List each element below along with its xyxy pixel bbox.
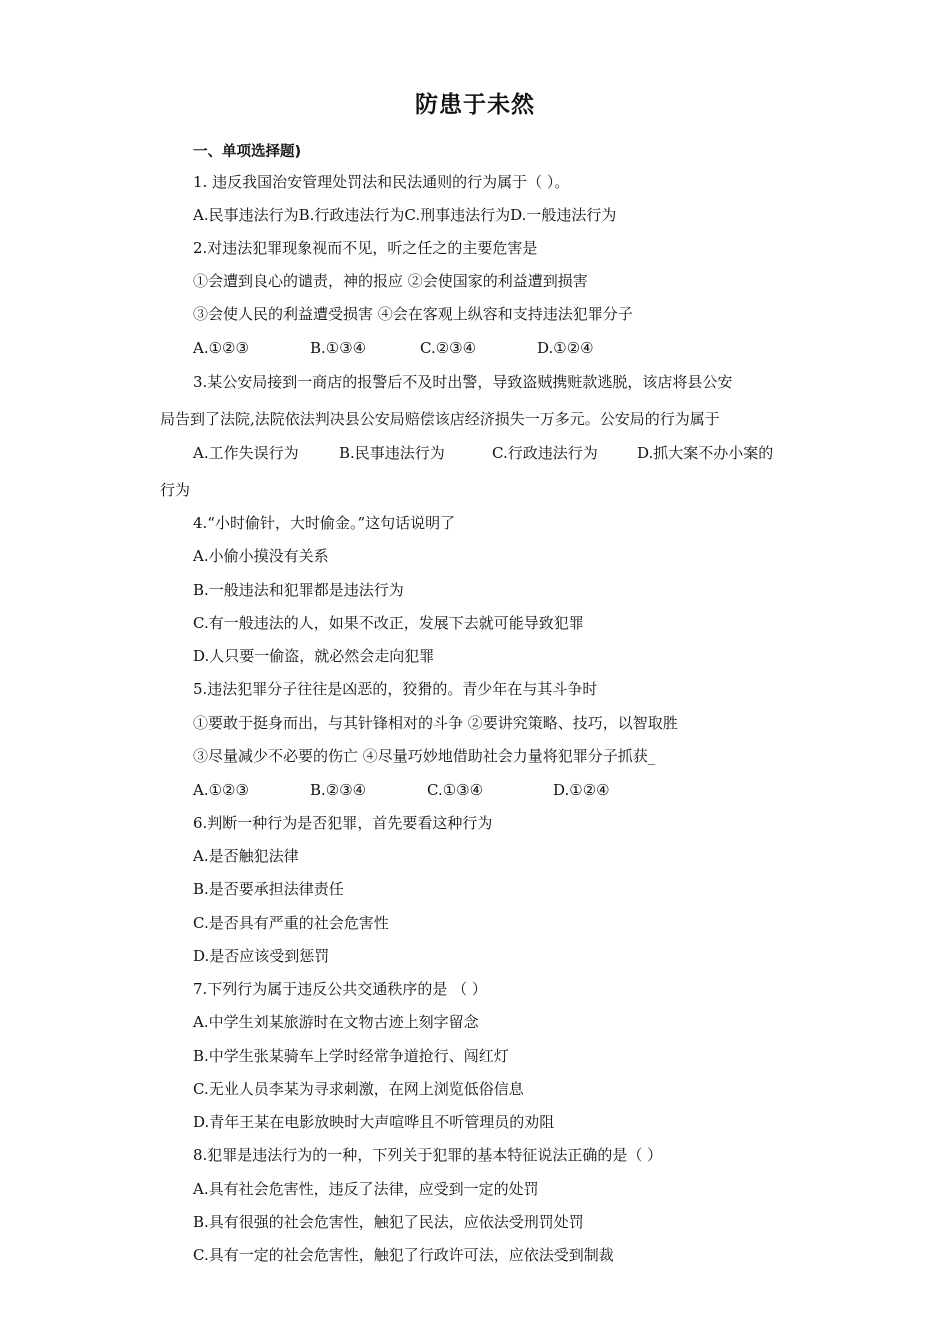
option-b: B.②③④ xyxy=(310,781,367,799)
question-2-statements-1: ①会遭到良心的谴责，神的报应 ②会使国家的利益遭到损害 xyxy=(193,272,588,290)
question-5-statements-2: ③尽量减少不必要的伤亡 ④尽量巧妙地借助社会力量将犯罪分子抓获_ xyxy=(193,747,656,765)
question-3-options-continued: 行为 xyxy=(160,481,191,499)
option-c: C.行政违法行为 xyxy=(492,444,598,462)
page-title: 防患于未然 xyxy=(415,92,535,118)
question-2-statements-2: ③会使人民的利益遭受损害 ④会在客观上纵容和支持违法犯罪分子 xyxy=(193,305,633,323)
question-8-stem: 8.犯罪是违法行为的一种，下列关于犯罪的基本特征说法正确的是（ ） xyxy=(193,1146,663,1164)
question-4-option-a: A.小偷小摸没有关系 xyxy=(193,547,329,565)
option-c: C.②③④ xyxy=(420,339,477,357)
question-2-stem: 2.对违法犯罪现象视而不见，听之任之的主要危害是 xyxy=(193,239,538,257)
option-c: C.①③④ xyxy=(427,781,484,799)
question-7-stem: 7.下列行为属于违反公共交通秩序的是 （ ） xyxy=(193,980,487,998)
section-heading: 一、单项选择题) xyxy=(193,144,302,160)
question-5-stem: 5.违法犯罪分子往往是凶恶的，狡猾的。青少年在与其斗争时 xyxy=(193,680,598,698)
question-4-option-c: C.有一般违法的人，如果不改正，发展下去就可能导致犯罪 xyxy=(193,614,584,632)
question-4-option-b: B.一般违法和犯罪都是违法行为 xyxy=(193,581,404,599)
question-6-option-b: B.是否要承担法律责任 xyxy=(193,880,344,898)
question-6-stem: 6.判断一种行为是否犯罪，首先要看这种行为 xyxy=(193,814,493,832)
question-2-options xyxy=(193,338,594,358)
question-3-stem-line-1: 3.某公安局接到一商店的报警后不及时出警，导致盗贼携赃款逃脱，该店将县公安 xyxy=(193,373,733,391)
question-8-option-c: C.具有一定的社会危害性，触犯了行政许可法，应依法受到制裁 xyxy=(193,1246,614,1264)
option-b: B.①③④ xyxy=(310,339,367,357)
question-4-option-d: D.人只要一偷盗，就必然会走向犯罪 xyxy=(193,647,435,665)
question-7-option-d: D.青年王某在电影放映时大声喧哗且不听管理员的劝阻 xyxy=(193,1113,555,1131)
question-4-stem: 4.“小时偷针，大时偷金。”这句话说明了 xyxy=(193,514,456,532)
question-6-option-a: A.是否触犯法律 xyxy=(193,847,299,865)
question-6-option-d: D.是否应该受到惩罚 xyxy=(193,947,330,965)
question-7-option-b: B.中学生张某骑车上学时经常争道抢行、闯红灯 xyxy=(193,1047,509,1065)
option-b: B.民事违法行为 xyxy=(339,444,445,462)
option-a: A.①②③ xyxy=(193,339,249,357)
question-1-options: A.民事违法行为B.行政违法行为C.刑事违法行为D.一般违法行为 xyxy=(193,206,617,224)
question-8-option-a: A.具有社会危害性，违反了法律，应受到一定的处罚 xyxy=(193,1180,539,1198)
question-5-options xyxy=(193,780,610,800)
option-d: D.①②④ xyxy=(553,781,610,799)
question-1-stem: 1. 违反我国治安管理处罚法和民法通则的行为属于（ ）。 xyxy=(193,173,570,191)
question-7-option-a: A.中学生刘某旅游时在文物古迹上刻字留念 xyxy=(193,1013,479,1031)
question-3-stem-line-2: 局告到了法院,法院依法判决县公安局赔偿该店经济损失一万多元。公安局的行为属于 xyxy=(160,410,720,428)
option-d: D.抓大案不办小案的 xyxy=(637,444,774,462)
question-6-option-c: C.是否具有严重的社会危害性 xyxy=(193,914,389,932)
option-d: D.①②④ xyxy=(537,339,594,357)
question-5-statements-1: ①要敢于挺身而出，与其针锋相对的斗争 ②要讲究策略、技巧，以智取胜 xyxy=(193,714,678,732)
question-8-option-b: B.具有很强的社会危害性，触犯了民法，应依法受刑罚处罚 xyxy=(193,1213,584,1231)
question-3-options xyxy=(193,443,773,463)
option-a: A.工作失误行为 xyxy=(193,444,299,462)
question-7-option-c: C.无业人员李某为寻求刺激，在网上浏览低俗信息 xyxy=(193,1080,524,1098)
option-a: A.①②③ xyxy=(193,781,249,799)
